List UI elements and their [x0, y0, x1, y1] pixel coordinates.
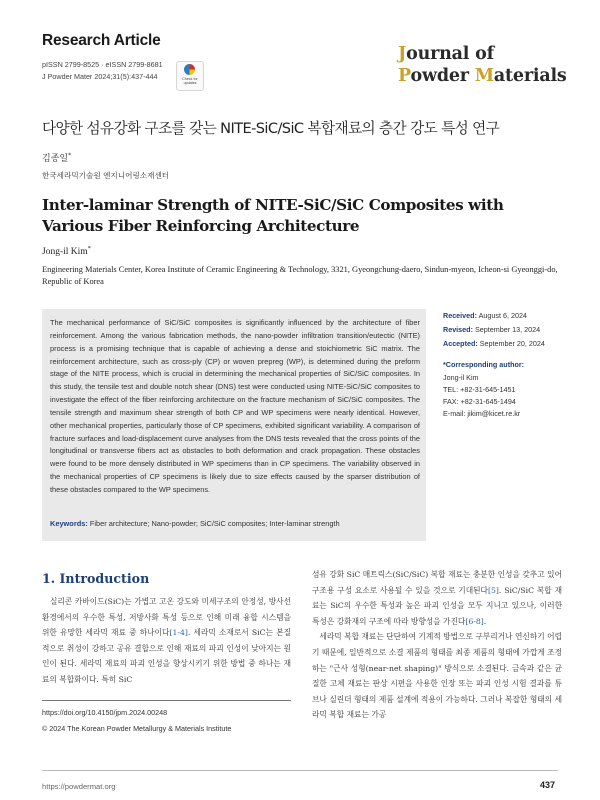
korean-affiliation: 한국세라믹기술원 엔지니어링소재센터 [42, 171, 170, 180]
corresponding-author-name: Jong-il Kim [443, 373, 479, 382]
english-title: Inter-laminar Strength of NITE-SiC/SiC Composites with Various Fiber Reinforcing Architecture [42, 196, 504, 235]
author-asterisk: * [68, 152, 72, 159]
issn: pISSN 2799-8525 · eISSN 2799-8681 [42, 60, 163, 69]
english-author: Jong-il Kim* [42, 245, 91, 258]
revised-date: Revised: September 13, 2024 [443, 325, 541, 334]
journal-name-line2: Powder Materials [398, 66, 567, 86]
korean-title: 다양한 섬유강화 구조를 갖는 NITE-SiC/SiC 복합재료의 층간 강도 특성 연구 [42, 120, 500, 137]
check-for-updates-badge[interactable] [176, 61, 204, 91]
journal-name-line1: Journal of [398, 44, 494, 64]
crossmark-label: Check for updates [182, 77, 198, 86]
abstract-text: The mechanical performance of SiC/SiC composites is significantly influenced by the architecture of fiber reinforcement. Among the various fabrication methods, the nano-powder infiltration transition/eutectic (NITE) process is a promising technique that is capable of achieving a dense and stoichiometric SiC matrix. The reinforcement architecture, such as cross-ply (CP) or woven prepreg (WP), is determined during the preform stage of the NITE process, which is crucial in determining the mechanical properties of SiC/SiC composites. In this study, the tensile test and double notch shear (DNS) test were conducted using NITE-SiC/SiC composites to investigate the effect of the fiber reinforcing architecture on the fracture mechanism of SiC/SiC composites. The tensile strength and maximum shear strength of both CP and WP specimens were nearly identical. However, other mechanical properties, particularly those of CP specimens, exhibited significant variability. A comparison of fracture surfaces and load-displacement curve analyses from the DNS tests revealed that the cross points of the longitudinal or transverse fibers act as obstacles to both deformation and crack propagation. These obstacles were found to be more densely distributed in WP specimens than in CP specimens. The variability observed in the mechanical properties of CP specimens is likely due to size effects caused by the sparser distribution of these obstacles compared to the WP specimens. [50, 318, 420, 494]
citation-link[interactable]: [1-4] [169, 628, 188, 638]
corresponding-author-tel: TEL: +82-31-645-1451 [443, 385, 516, 394]
received-date: Received: August 6, 2024 [443, 311, 527, 320]
body-left-column: 실리콘 카바이드(SiC)는 가볍고 고온 강도와 미세구조의 안정성, 방사선 환경에서의 우수한 특성, 저방사화 특성 등으로 인해 미래 융합 시스템을 위한 유망한 세라믹 재료 중 하나이다[1-4]. 세라믹 소재로서 SiC는 본질적으로 취성이 강하고 공유 결합으로 인해 재료의 파괴 인성이 낮아지는 원인이 된다. 세라믹 재료의 파괴 인성을 향상시키기 위한 방법 중 하나는 재료의 복합화이다. 특히 SiC [42, 597, 291, 684]
journal-citation: J Powder Mater 2024;31(5):437-444 [42, 72, 158, 81]
author-asterisk: * [87, 245, 91, 252]
accepted-date: Accepted: September 20, 2024 [443, 339, 545, 348]
english-affiliation: Engineering Materials Center, Korea Institute of Ceramic Engineering & Technology, 3321, Gyeongchung-daero, Sindun-myeon, Icheon-si Gyeonggi-do, Republic of Korea [42, 265, 558, 287]
citation-link[interactable]: [6-8] [465, 616, 484, 626]
copyright: © 2024 The Korean Powder Metallurgy & Materials Institute [42, 724, 232, 733]
doi-link[interactable]: https://doi.org/10.4150/jpm.2024.00248 [42, 708, 168, 717]
section-heading: 1. Introduction [42, 571, 150, 586]
crossmark-icon [184, 64, 195, 75]
keywords: Keywords: Fiber architecture; Nano-powder; SiC/SiC composites; Inter-laminar strength [50, 519, 340, 528]
footer-url[interactable]: https://powdermat.org [42, 782, 116, 791]
korean-author: 김종일* [42, 152, 72, 164]
footer-divider [42, 770, 558, 771]
corresponding-author-email[interactable]: E-mail: jikim@kicet.re.kr [443, 409, 521, 418]
citation-link[interactable]: [5] [488, 585, 499, 595]
article-type: Research Article [42, 32, 161, 49]
corresponding-author-heading: *Corresponding author: [443, 360, 525, 369]
footnote-divider [42, 700, 291, 701]
corresponding-author-fax: FAX: +82-31-645-1494 [443, 397, 516, 406]
body-right-column: 섬유 강화 SiC 매트릭스(SiC/SiC) 복합 재료는 충분한 인성을 갖추고 있어 구조용 구성 요소로 사용될 수 있을 것으로 기대된다[5]. SiC/SiC 복합 재료는 SiC의 우수한 특성과 높은 파괴 인성을 모두 지니고 있으나, 이러한 특성은 강화재의 구조에 따라 방향성을 가진다[6-8]. 세라믹 복합 재료는 단단하여 기계적 방법으로 구부리거나 연신하기 어렵기 때문에, 일반적으로 소결 제품의 형태를 최종 제품의 형태에 가깝게 조정하는 "근사 성형(near-net shaping)" 방식으로 소결된다. 금속과 같은 균질한 고체 재료는 판상 시편을 사용한 인장 또는 파괴 인성 시험 결과를 튜브나 실린더 형태의 제품 설계에 적용이 가능하다. 그러나 복잡한 형태의 세라믹 복합 재료는 가공 [312, 570, 563, 720]
page-number: 437 [540, 780, 556, 790]
